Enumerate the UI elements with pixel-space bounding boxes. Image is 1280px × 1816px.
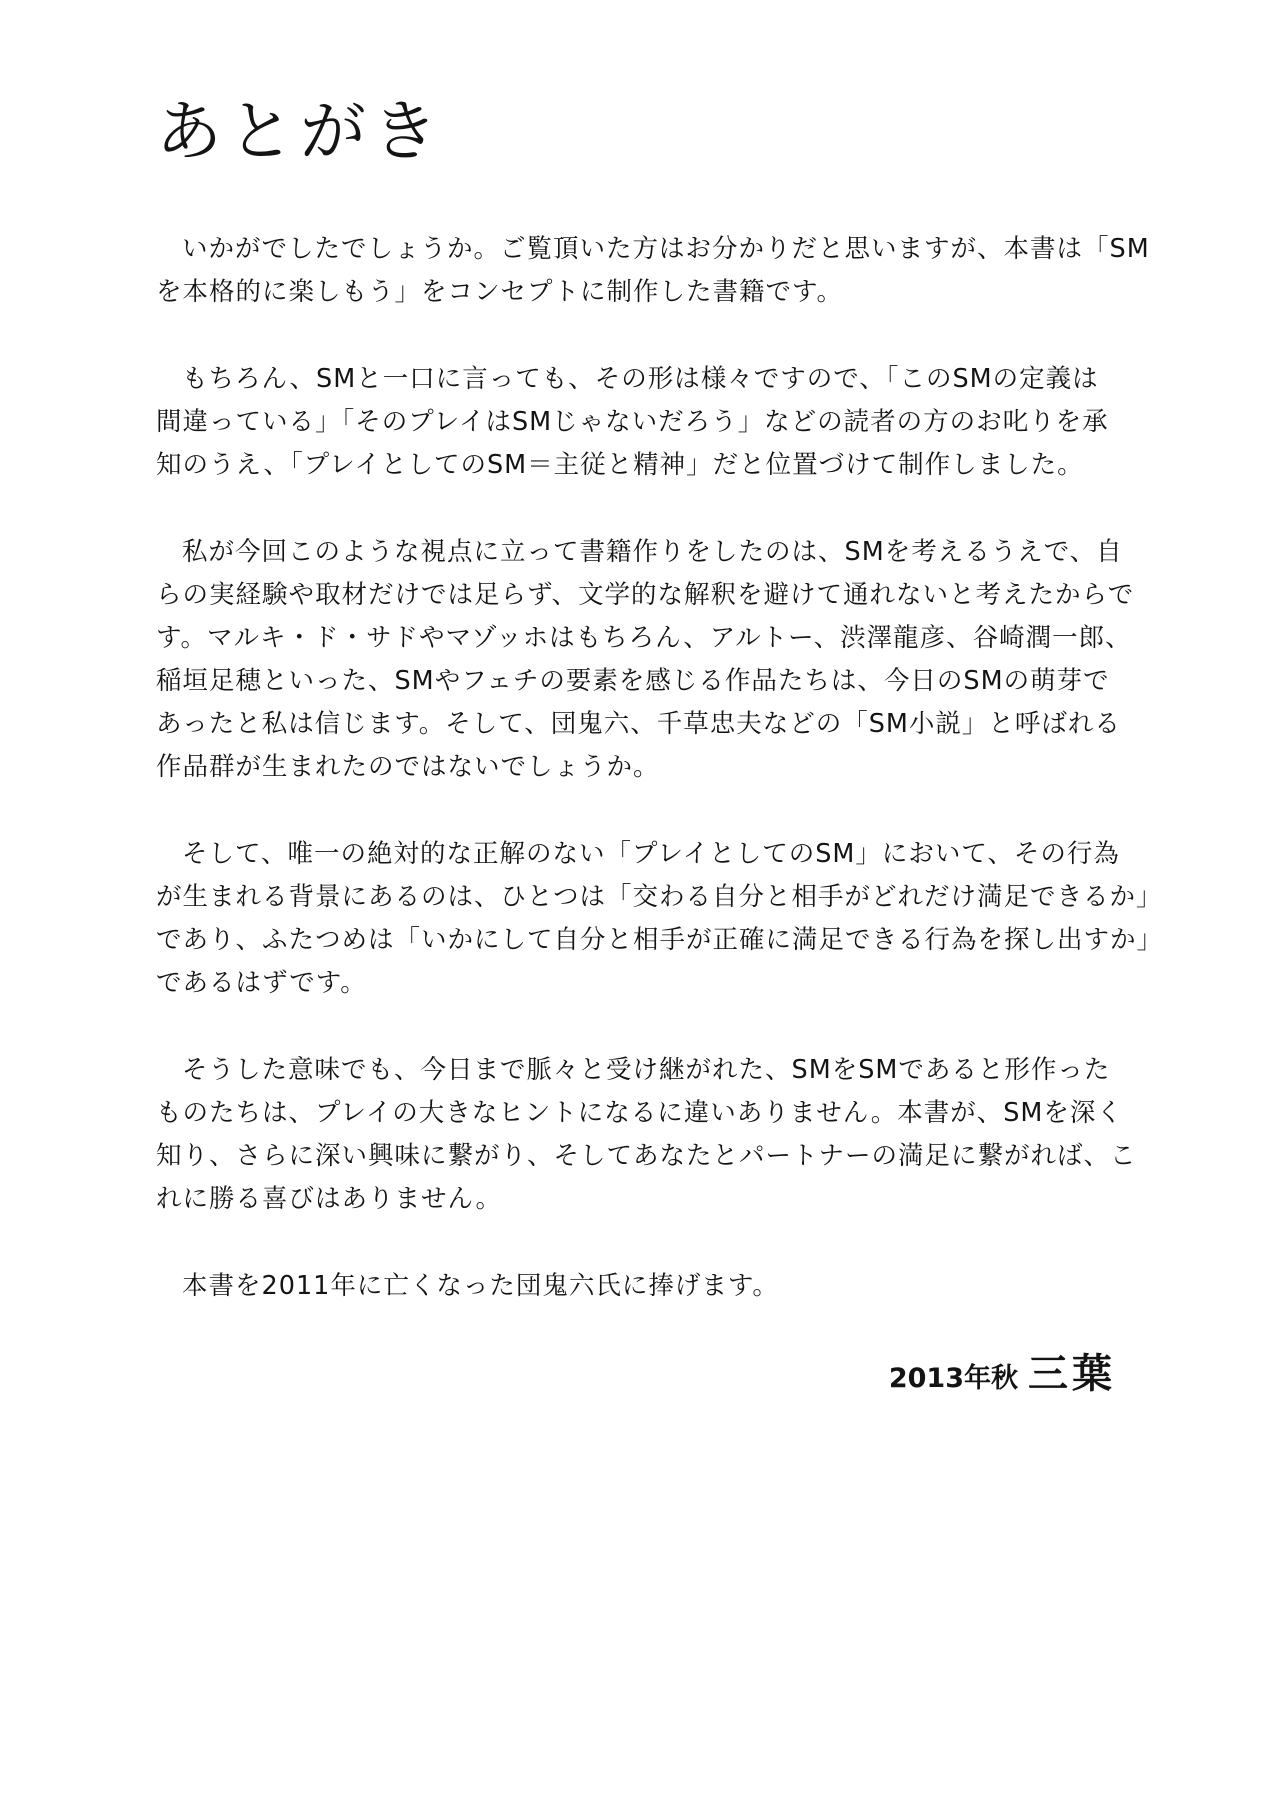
- text-line: いかがでしたでしょうか。ご覧頂いた方はお分かりだと思いますが、本書は「SM: [182, 234, 1150, 264]
- text-line: 本書を2011年に亡くなった団鬼六氏に捧げます。: [182, 1271, 779, 1301]
- text-line: あったと私は信じます。そして、団鬼六、千草忠夫などの「SM小説」と呼ばれる: [156, 709, 1121, 739]
- paragraph-4: [156, 833, 1164, 1005]
- text-line: を本格的に楽しもう」をコンセプトに制作した書籍です。: [156, 277, 843, 307]
- signature-author: 三葉: [1028, 1351, 1116, 1397]
- text-line: 作品群が生まれたのではないでしょうか。: [156, 752, 660, 782]
- text-line: 知り、さらに深い興味に繋がり、そしてあなたとパートナーの満足に繋がれば、こ: [156, 1141, 1137, 1171]
- text-line: であり、ふたつめは「いかにして自分と相手が正確に満足できる行為を探し出すか」: [156, 925, 1164, 955]
- text-line: であるはずです。: [156, 968, 367, 998]
- paragraph-1: [156, 228, 1150, 314]
- text-line: 稲垣足穂といった、SMやフェチの要素を感じる作品たちは、今日のSMの萌芽で: [156, 666, 1110, 696]
- text-line: 知のうえ、「プレイとしてのSM＝主従と精神」だと位置づけて制作しました。: [156, 450, 1084, 480]
- text-line: もちろん、SMと一口に言っても、その形は様々ですので、「このSMの定義は: [182, 364, 1099, 394]
- text-line: 私が今回このような視点に立って書籍作りをしたのは、SMを考えるうえで、自: [182, 537, 1123, 567]
- paragraph-3: [156, 531, 1135, 789]
- text-line: ものたちは、プレイの大きなヒントになるに違いありません。本書が、SMを深く: [156, 1098, 1123, 1128]
- text-line: そうした意味でも、今日まで脈々と受け継がれた、SMをSMであると形作った: [182, 1055, 1111, 1085]
- signature-date: 2013年秋: [888, 1363, 1018, 1394]
- text-line: れに勝る喜びはありません。: [156, 1184, 503, 1214]
- text-line: が生まれる背景にあるのは、ひとつは「交わる自分と相手がどれだけ満足できるか」: [156, 882, 1163, 912]
- text-line: らの実経験や取材だけでは足らず、文学的な解釈を避けて通れないと考えたからで: [156, 580, 1135, 610]
- signature: [889, 1342, 1116, 1399]
- paragraph-2: [156, 358, 1118, 487]
- text-line: そして、唯一の絶対的な正解のない「プレイとしてのSM」において、その行為: [182, 839, 1120, 869]
- page-title: あとがき: [156, 93, 444, 170]
- body-text: [156, 228, 1164, 1352]
- text-line: 間違っている」「そのプレイはSMじゃないだろう」などの読者の方のお叱りを承: [156, 407, 1109, 437]
- paragraph-6: [156, 1265, 1118, 1308]
- paragraph-5: [156, 1049, 1137, 1221]
- text-line: す。マルキ・ド・サドやマゾッホはもちろん、アルトー、渋澤龍彦、谷崎潤一郎、: [156, 623, 1132, 653]
